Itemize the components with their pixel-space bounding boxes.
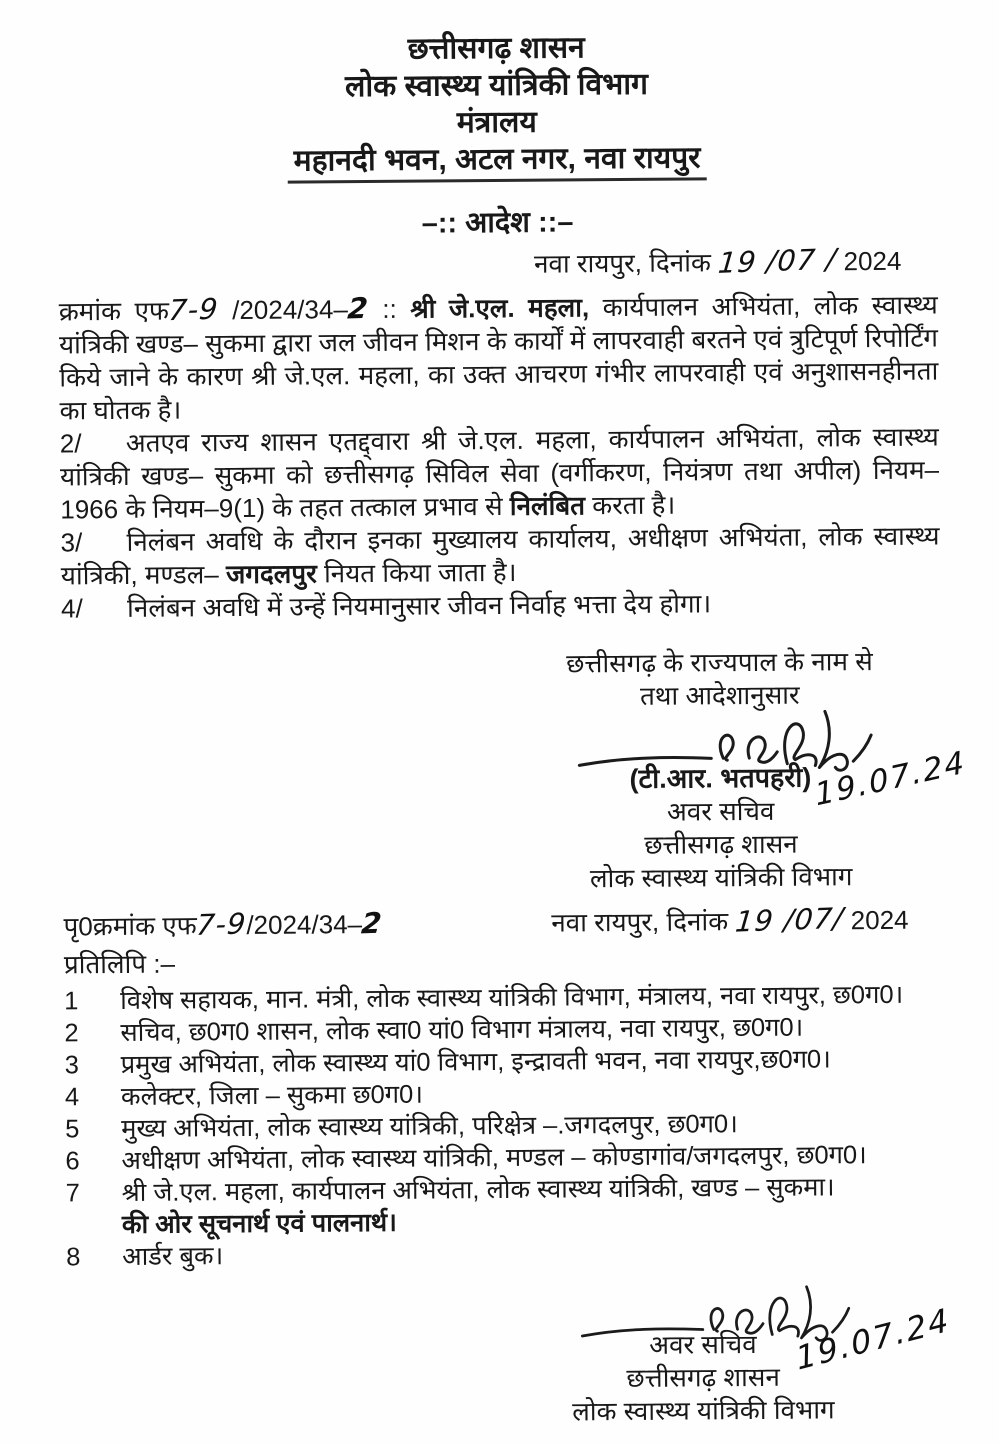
bottom-signatory-government: छत्तीसगढ़ शासन: [626, 1361, 780, 1394]
order-ref-mid: /2024/34–: [218, 294, 348, 326]
paragraph-4-text: निलंबन अवधि में उन्हें नियमानुसार जीवन निर्वाह भत्ता देय होगा।: [126, 588, 712, 623]
letterhead: [57, 27, 937, 186]
list-item-text-line: श्री जे.एल. महला, कार्यपालन अभियंता, लोक स्वास्थ्य यांत्रिकी, खण्ड – सुकमा।: [121, 1173, 835, 1207]
headquarters-place: जगदलपुर: [225, 558, 317, 590]
signature-date-handwritten-bottom: 19.07.24: [792, 1300, 953, 1378]
order-ref-prefix: क्रमांक एफ: [58, 295, 170, 327]
list-item-text: कलेक्टर, जिला – सुकमा छ0ग0।: [120, 1080, 424, 1111]
issue-date-label: नवा रायपुर, दिनांक: [533, 247, 711, 279]
signatory-designation: अवर सचिव: [666, 795, 775, 827]
paragraph-2-text-start: अतएव राज्य शासन एतद्द्वारा श्री जे.एल. महला, कार्यपालन अभियंता, लोक स्वास्थ्य यांत्रिकी खण्ड– सुकमा को छत्तीसगढ़ सिविल सेवा (वर्गीकरण, नियंत्रण तथा अपील) नियम–1966 के नियम–9(1) के तहत तत्काल प्रभाव से: [59, 421, 940, 525]
list-item-text: विशेष सहायक, मान. मंत्री, लोक स्वास्थ्य यांत्रिकी विभाग, मंत्रालय, नवा रायपुर, छ0ग0।: [120, 980, 904, 1015]
letterhead-department: लोक स्वास्थ्य यांत्रिकी विभाग: [344, 67, 649, 104]
paragraph-2-text-end: करता है।: [584, 489, 676, 521]
letterhead-government: छत्तीसगढ़ शासन: [407, 31, 585, 66]
bottom-signatory-designation: अवर सचिव: [649, 1329, 757, 1360]
list-item-bold-note: की ओर सूचनार्थ एवं पालनार्थ।: [121, 1208, 397, 1239]
issue-date-year: 2024: [843, 245, 902, 277]
order-ref-handwritten-2: 2: [346, 290, 371, 326]
letterhead-address-line: [57, 138, 936, 186]
order-ref-handwritten-1: 7-9: [167, 291, 221, 328]
endorsement-ref-mid: /2024/34–: [246, 909, 363, 940]
endorsement-date-handwritten: 19 /07/: [733, 900, 846, 939]
list-item: [66, 1171, 945, 1242]
signature-block-bottom: [487, 1279, 953, 1429]
endorsement-ref-prefix: पृ0क्रमांक एफ: [63, 910, 197, 942]
list-item-number: 8: [66, 1243, 81, 1272]
order-ref-separator: ::: [368, 293, 411, 325]
paragraph-3-text-start: निलंबन अवधि के दौरान इनका मुख्यालय कार्यालय, अधीक्षण अभियंता, लोक स्वास्थ्य यांत्रिकी, मण्डल–: [60, 520, 940, 591]
endorsement-ref: [63, 905, 383, 944]
order-paragraph-3: [60, 520, 939, 593]
copy-to-list: [64, 979, 945, 1274]
list-item-text: प्रमुख अभियंता, लोक स्वास्थ्य यां0 विभाग, इन्द्रावती भवन, नवा रायपुर,छ0ग0।: [120, 1045, 831, 1079]
letterhead-address: महानदी भवन, अटल नगर, नवा रायपुर: [288, 139, 707, 183]
paragraph-2-number: 2/: [59, 428, 82, 459]
suspension-word: निलंबित: [509, 490, 586, 521]
endorsement-date-label: नवा रायपुर, दिनांक: [551, 906, 729, 938]
on-behalf-line-1: छत्तीसगढ़ के राज्यपाल के नाम से: [566, 646, 873, 679]
paragraph-4-number: 4/: [60, 593, 83, 624]
endorsement-date-year: 2024: [850, 904, 909, 936]
endorsement-date-line: [551, 901, 943, 940]
bottom-signatory-department: लोक स्वास्थ्य यांत्रिकी विभाग: [572, 1394, 835, 1427]
endorsement-ref-handwritten-2: 2: [360, 905, 385, 941]
copy-to-label: प्रतिलिपि :–: [63, 948, 176, 980]
order-body: [59, 288, 941, 626]
issue-date-handwritten: 19 /07 /: [716, 241, 838, 280]
signatory-name: (टी.आर. भतपहरी): [629, 762, 812, 794]
endorsement-ref-handwritten-1: 7-9: [195, 906, 248, 943]
list-item-number: 7: [65, 1179, 80, 1208]
list-item-text: अधीक्षण अभियंता, लोक स्वास्थ्य यांत्रिकी, मण्डल – कोण्डागांव/जगदलपुर, छ0ग0।: [121, 1141, 867, 1175]
list-item-number: 5: [65, 1115, 80, 1144]
paragraph-3-text-end: नियत किया जाता है।: [316, 556, 517, 589]
list-item: [66, 1235, 945, 1274]
list-item-number: 6: [65, 1147, 80, 1176]
order-paragraph-2: [60, 421, 940, 527]
list-item-text: सचिव, छ0ग0 शासन, लोक स्वा0 यां0 विभाग मंत्रालय, नवा रायपुर, छ0ग0।: [120, 1013, 804, 1047]
list-item-number: 3: [64, 1051, 79, 1080]
list-item-number: 1: [64, 987, 79, 1016]
list-item-number: 2: [64, 1019, 79, 1048]
letterhead-ministry: मंत्रालय: [456, 105, 537, 140]
order-title: –:: आदेश ::–: [421, 206, 574, 240]
paragraph-1-text: कार्यपालन अभियंता, लोक स्वास्थ्य यांत्रिकी खण्ड– सुकमा द्वारा जल जीवन मिशन के कार्यों में लापरवाही बरतने एवं त्रुटिपूर्ण रिपोर्टिंग किये जाने के कारण श्री जे.एल. महला, का उक्त आचरण गंभीर लापरवाही एवं अनुशासनहीनता का घोतक है।: [58, 289, 939, 426]
signatory-government: छत्तीसगढ़ शासन: [644, 828, 798, 860]
paragraph-3-number: 3/: [60, 527, 83, 558]
order-paragraph-1: [59, 288, 939, 428]
endorsement-ref-row: [63, 901, 942, 944]
issue-date-line: [58, 242, 937, 285]
on-behalf-line-2: तथा आदेशानुसार: [639, 679, 800, 711]
list-item-text: [122, 1171, 945, 1241]
list-item-text: आर्डर बुक।: [122, 1242, 224, 1271]
signatory-department: लोक स्वास्थ्य यांत्रिकी विभाग: [589, 861, 853, 894]
subject-officer-name: श्री जे.एल. महला,: [410, 292, 590, 324]
order-paragraph-4: [61, 586, 940, 626]
signature-date-handwritten-top: 19.07.24: [812, 744, 968, 814]
list-item-text: मुख्य अभियंता, लोक स्वास्थ्य यांत्रिकी, परिक्षेत्र –.जगदलपुर, छ0ग0।: [121, 1110, 738, 1143]
signature-block-top: [514, 645, 968, 896]
list-item-number: 4: [64, 1083, 80, 1112]
